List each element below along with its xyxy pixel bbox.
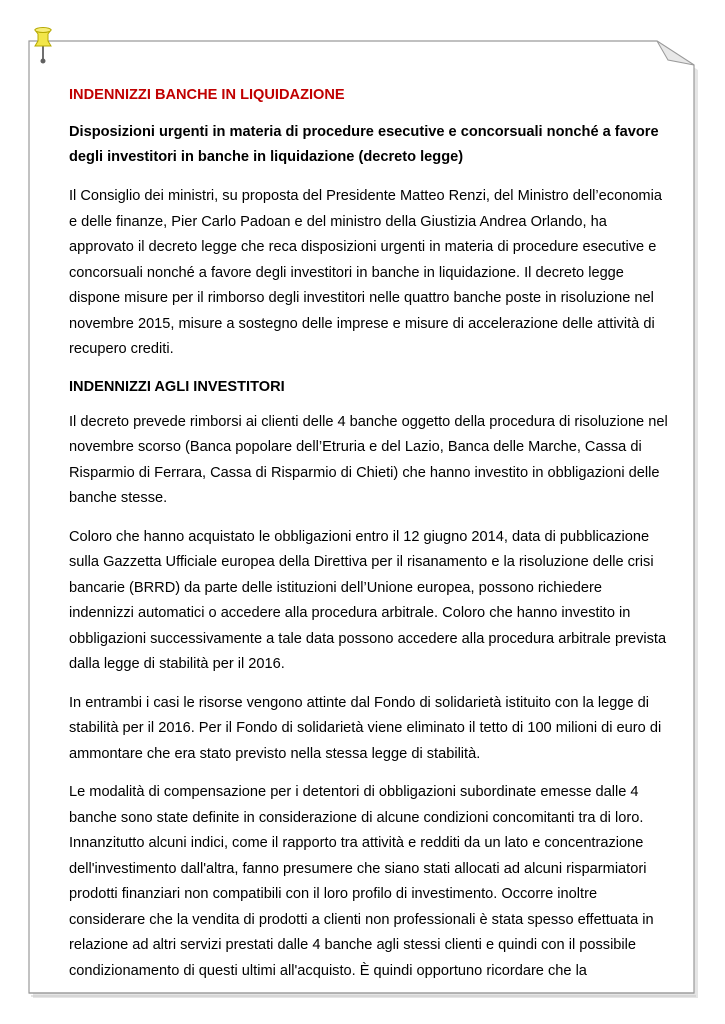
- section-heading: INDENNIZZI AGLI INVESTITORI: [69, 378, 285, 395]
- document-title: INDENNIZZI BANCHE IN LIQUIDAZIONE: [69, 87, 345, 103]
- pushpin-icon: [28, 26, 60, 64]
- document-body: [69, 84, 669, 997]
- paragraph-3: In entrambi i casi le risorse vengono attinte dal Fondo di solidarietà istituito con la legge di stabilità per il 2016. Per il Fondo di solidarietà viene eliminato il tetto di 100 milioni di euro di ammontare che era stato previsto nella stessa legge di stabilità.: [69, 694, 662, 762]
- document-subtitle: Disposizioni urgenti in materia di procedure esecutive e concorsuali nonché a favore degli investitori in banche in liquidazione (decreto legge): [69, 124, 659, 165]
- intro-paragraph: Il Consiglio dei ministri, su proposta del Presidente Matteo Renzi, del Ministro dell’economia e delle finanze, Pier Carlo Padoan e del ministro della Giustizia Andrea Orlando, ha approvato il decreto legge che reca disposizioni urgenti in materia di procedure esecutive e concorsuali nonché a favore degli investitori in banche in liquidazione. Il decreto legge dispone misure per il rimborso degli investitori nelle quattro banche poste in risoluzione nel novembre 2015, misure a sostegno delle imprese e misure di accelerazione delle attività di recupero crediti.: [69, 188, 662, 357]
- paragraph-2: Coloro che hanno acquistato le obbligazioni entro il 12 giugno 2014, data di pubblicazione sulla Gazzetta Ufficiale europea della Direttiva per il risanamento e la risoluzione delle crisi bancarie (BRRD) da parte delle istituzioni dell’Unione europea, possono richiedere indennizzi automatici o accedere alla procedura arbitrale. Coloro che hanno investito in obbligazioni successivamente a tale data possono accedere alla procedura arbitrale prevista dalla legge di stabilità per il 2016.: [69, 528, 667, 672]
- paragraph-1: Il decreto prevede rimborsi ai clienti delle 4 banche oggetto della procedura di risoluzione nel novembre scorso (Banca popolare dell’Etruria e del Lazio, Banca delle Marche, Cassa di Risparmio di Ferrara, Cassa di Risparmio di Chieti) che hanno investito in obbligazioni delle banche stesse.: [69, 413, 668, 506]
- paragraph-4: Le modalità di compensazione per i detentori di obbligazioni subordinate emesse dalle 4 banche sono state definite in considerazione di alcune condizioni concomitanti tra di loro. Innanzitutto alcuni indici, come il rapporto tra attività e redditi da un lato e concentrazione dell'investimento dall'altra, fanno presumere che siano stati allocati ad alcuni risparmiatori prodotti finanziari non compatibili con il loro profilo di investimento. Occorre inoltre considerare che la vendita di prodotti a clienti non professionali è stata spesso effettuata in relazione ad altri servizi prestati dalle 4 banche agli stessi clienti e quindi con il possibile condizionamento di questi ultimi all'acquisto. È quindi opportuno ricordare che la: [69, 784, 654, 979]
